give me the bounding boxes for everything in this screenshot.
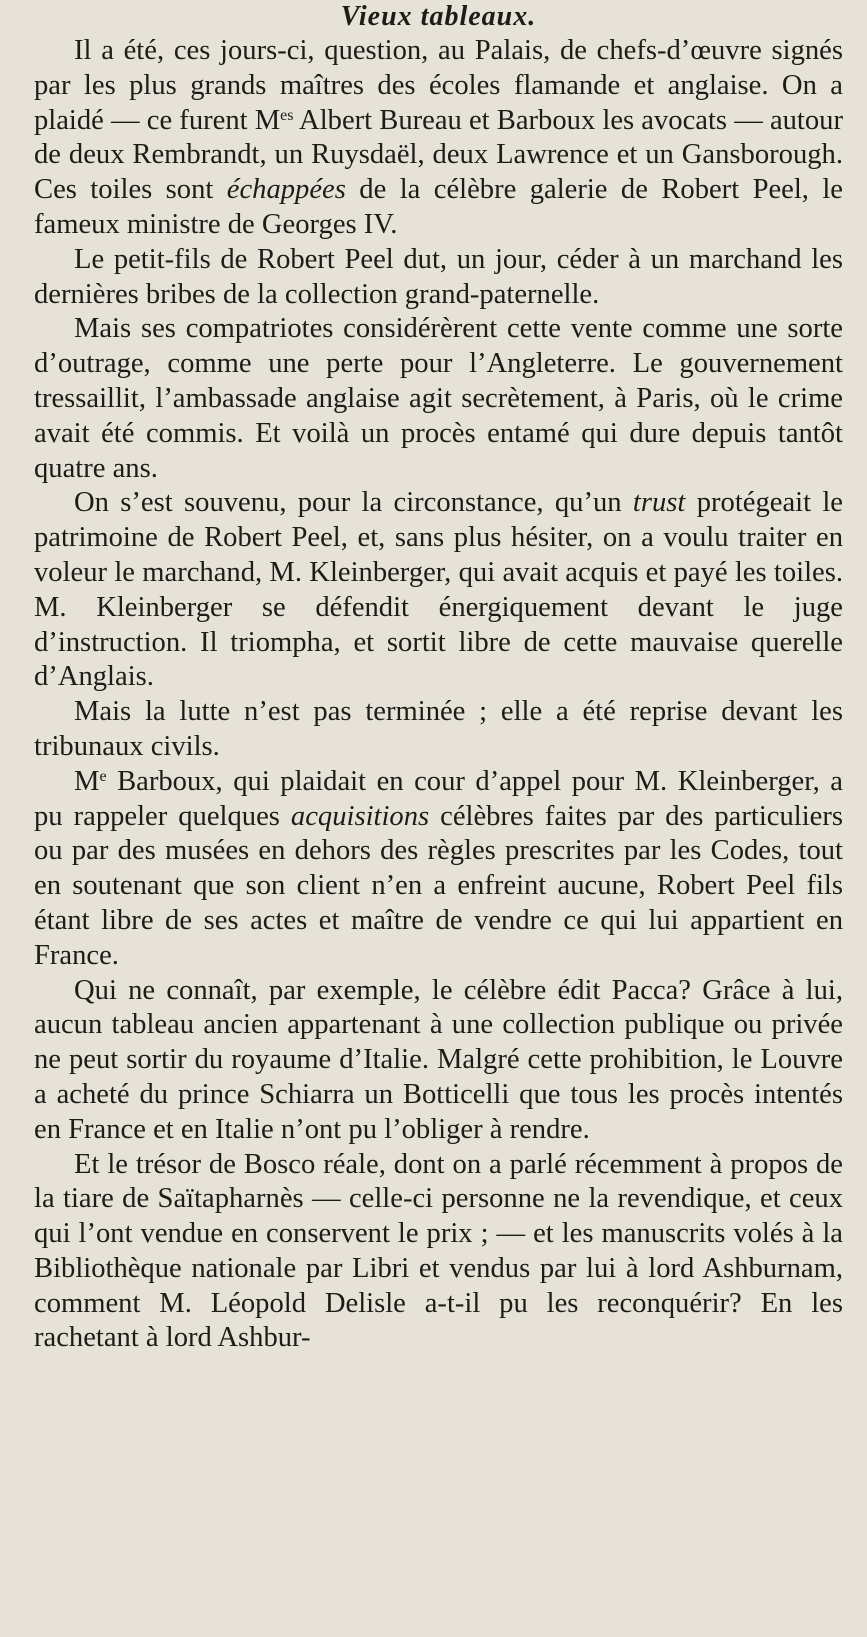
text-run: Barboux, qui plaidait en cour d’appel pour M. Kleinberger, a pu rappeler quelques (34, 765, 843, 832)
text-run: célèbres faites par des particuliers ou par des musées en dehors des règles prescrites par les Codes, tout en soutenant que son client n’en a enfreint aucune, Robert Peel fils étant libre de ses actes et maître de vendre ce qui lui appartient en France. (34, 800, 843, 971)
text-run: Albert Bureau et Barboux les avocats — autour de deux Rembrandt, un Ruysdaël, deux Lawrence et un Gansborough. Ces toiles sont (34, 104, 843, 206)
text-run: Mais ses compatriotes considérèrent cette vente comme une sorte d’outrage, comme une perte pour l’Angleterre. Le gouvernement tressaillit, l’ambassade anglaise agit secrètement, à Paris, où le crime avait été commis. Et voilà un procès entamé qui dure depuis tantôt quatre ans. (34, 313, 843, 484)
italic-text: échappées (226, 174, 346, 206)
text-run: Qui ne connaît, par exemple, le célèbre édit Pacca? Grâce à lui, aucun tableau ancien appartenant à une collection publique ou privée ne peut sortir du royaume d’Italie. Malgré cette prohibition, le Louvre a acheté du prince Schiarra un Botticelli que tous les procès intentés en France et en Italie n’ont pu l’obliger à rendre. (34, 974, 843, 1145)
text-run: Il a été, ces jours-ci, question, au Palais, de chefs-d’œuvre signés par les plus grands maîtres des écoles flamande et anglaise. On a plaidé — ce furent M (34, 35, 843, 136)
paragraph (34, 695, 843, 765)
text-run: Et le trésor de Bosco réale, dont on a parlé récemment à propos de la tiare de Saïtapharnès — celle-ci personne ne la revendique, et ceux qui l’ont vendue en conservent le prix ; — et les manuscrits volés à la Bibliothèque nationale par Libri et vendus par lui à lord Ashburnam, comment M. Léopold Delisle a-t-il pu les reconquérir? En les rachetant à lord Ashbur- (34, 1148, 843, 1354)
paragraph (34, 765, 843, 974)
paragraph (34, 486, 843, 695)
italic-text: trust (632, 487, 686, 519)
paragraph (34, 243, 843, 313)
italic-text: acquisitions (290, 800, 430, 832)
text-run: On s’est souvenu, pour la circonstance, qu’un (74, 487, 633, 519)
text-run: Mais la lutte n’est pas terminée ; elle a été reprise devant les tribunaux civils. (34, 696, 843, 762)
text-run: M (74, 765, 100, 797)
paragraph (34, 34, 843, 243)
text-run: de la célèbre galerie de Robert Peel, le fameux ministre de Georges IV. (34, 174, 844, 240)
article-body (34, 34, 843, 1356)
text-run: Le petit-fils de Robert Peel dut, un jour, céder à un marchand les dernières bribes de la collection grand-paternelle. (34, 243, 843, 310)
paragraph (34, 312, 843, 486)
paragraph (34, 974, 843, 1148)
superscript: es (280, 106, 294, 124)
paragraph (34, 1148, 843, 1357)
superscript: e (99, 767, 107, 785)
text-run: protégeait le patrimoine de Robert Peel, et, sans plus hésiter, on a voulu traiter en voleur le marchand, M. Kleinberger, qui avait acquis et payé les toiles. M. Kleinberger se défendit énergiquement devant le juge d’instruction. Il triompha, et sortit libre de cette mauvaise querelle d’Anglais. (34, 487, 843, 693)
article-title: Vieux tableaux. (340, 1, 537, 32)
